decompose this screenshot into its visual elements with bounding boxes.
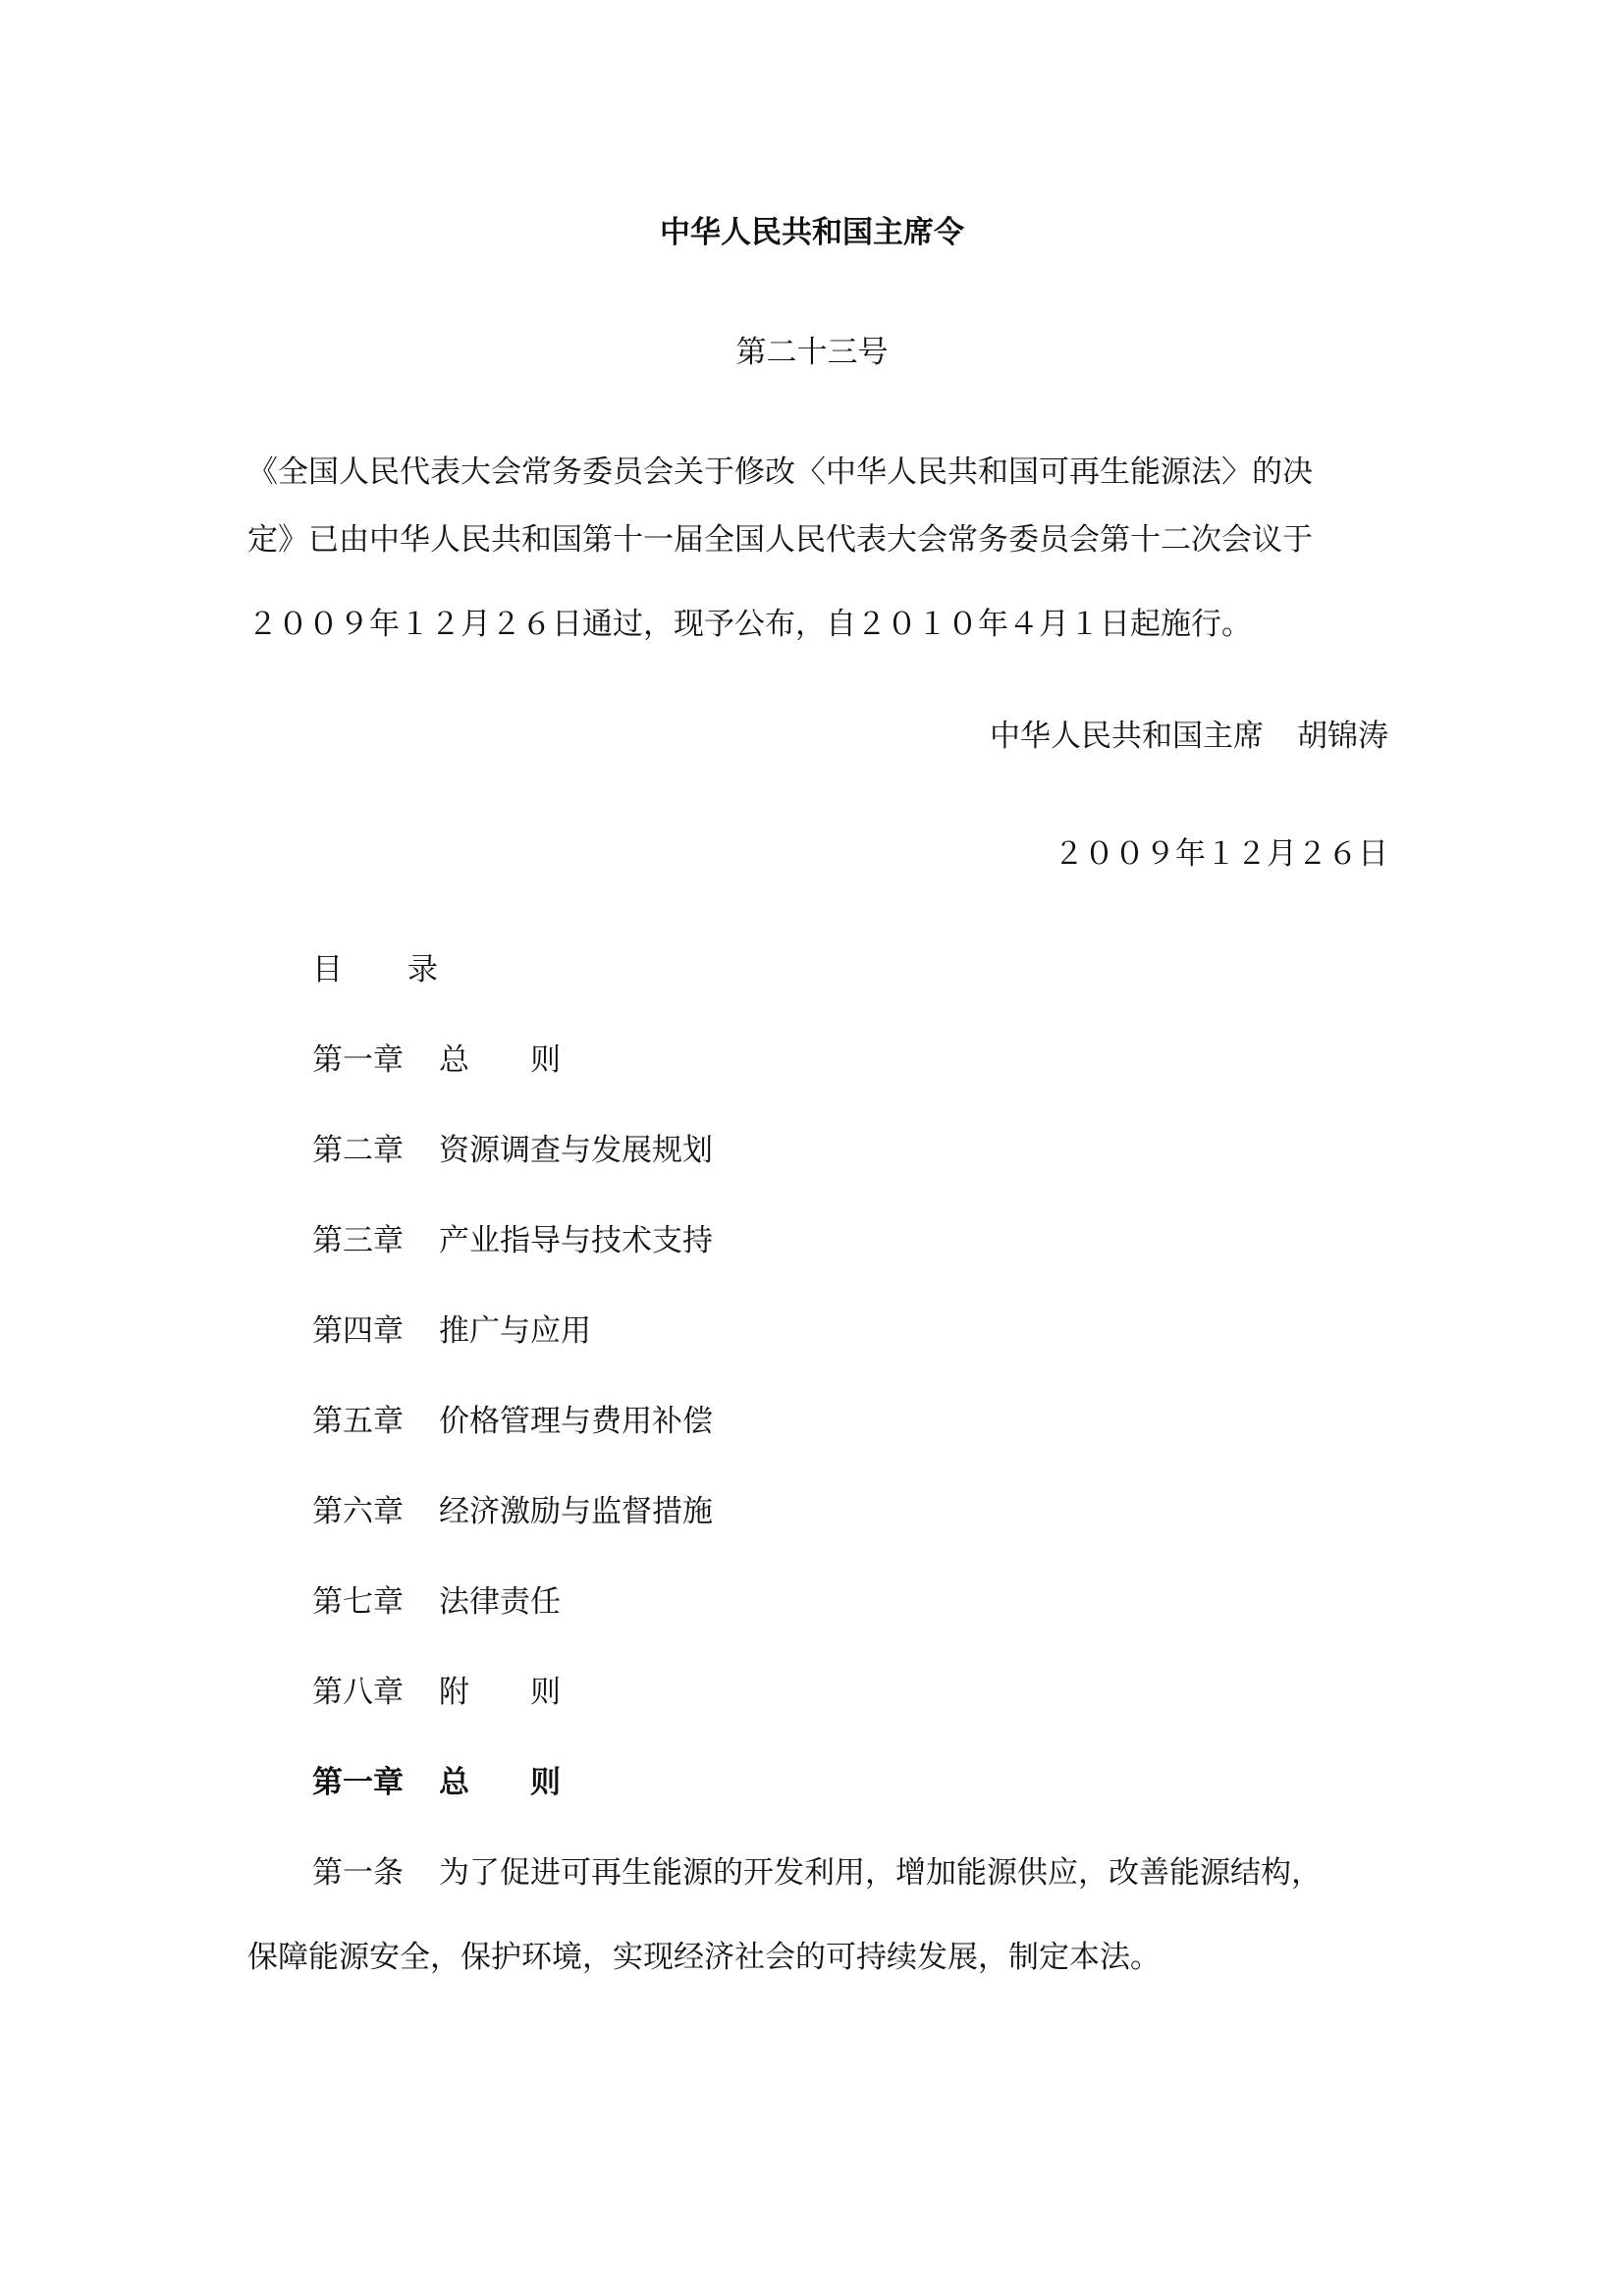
- toc-item: [312, 1492, 713, 1531]
- signature-name: 胡锦涛: [1297, 719, 1388, 754]
- preamble-line-1: 《全国人民代表大会常务委员会关于修改〈中华人民共和国可再生能源法〉的决: [247, 454, 1313, 490]
- toc-chapter-number: 第五章: [312, 1404, 404, 1439]
- preamble-line-2: 定》已由中华人民共和国第十一届全国人民代表大会常务委员会第十二次会议于: [247, 522, 1313, 558]
- toc-chapter-title: 价格管理与费用补偿: [439, 1404, 713, 1439]
- signature-date: ２００９年１２月２６日: [1054, 836, 1388, 872]
- toc-chapter-title: 资源调查与发展规划: [439, 1133, 713, 1168]
- toc-chapter-title: 附 则: [439, 1675, 561, 1710]
- decree-title: 中华人民共和国主席令: [660, 215, 964, 250]
- toc-chapter-number: 第八章: [312, 1675, 404, 1710]
- toc-heading-b: 录: [407, 952, 438, 988]
- toc-chapter-title: 推广与应用: [439, 1313, 591, 1349]
- toc-chapter-number: 第二章: [312, 1133, 404, 1168]
- toc-chapter-title: 总 则: [439, 1042, 561, 1078]
- decree-number: 第二十三号: [735, 335, 889, 370]
- toc-chapter-title: 产业指导与技术支持: [439, 1223, 713, 1258]
- toc-item: [312, 1311, 591, 1351]
- toc-chapter-number: 第三章: [312, 1223, 404, 1258]
- article-one-text-1: 为了促进可再生能源的开发利用，增加能源供应，改善能源结构，: [439, 1855, 1322, 1891]
- chapter-one-number: 第一章: [312, 1765, 404, 1800]
- toc-heading: [312, 950, 438, 989]
- toc-chapter-title: 法律责任: [439, 1584, 561, 1620]
- article-one-line-1: [312, 1853, 1322, 1893]
- toc-item: [312, 1041, 561, 1080]
- toc-chapter-number: 第七章: [312, 1584, 404, 1620]
- toc-item: [312, 1582, 561, 1622]
- toc-item: [312, 1673, 561, 1712]
- signature-line: [990, 717, 1388, 756]
- toc-item: [312, 1221, 713, 1260]
- preamble-line-3: ２００９年１２月２６日通过，现予公布，自２０１０年４月１日起施行。: [247, 607, 1252, 642]
- toc-heading-a: 目: [312, 952, 343, 988]
- signature-title: 中华人民共和国主席: [990, 719, 1264, 754]
- article-one-label: 第一条: [312, 1855, 404, 1891]
- toc-chapter-number: 第一章: [312, 1042, 404, 1078]
- toc-item: [312, 1402, 713, 1441]
- chapter-one-heading: [312, 1763, 561, 1802]
- article-one-line-2: 保障能源安全，保护环境，实现经济社会的可持续发展，制定本法。: [247, 1940, 1161, 1975]
- toc-chapter-title: 经济激励与监督措施: [439, 1494, 713, 1529]
- toc-chapter-number: 第四章: [312, 1313, 404, 1349]
- toc-chapter-number: 第六章: [312, 1494, 404, 1529]
- toc-item: [312, 1131, 713, 1170]
- chapter-one-title: 总 则: [439, 1765, 561, 1800]
